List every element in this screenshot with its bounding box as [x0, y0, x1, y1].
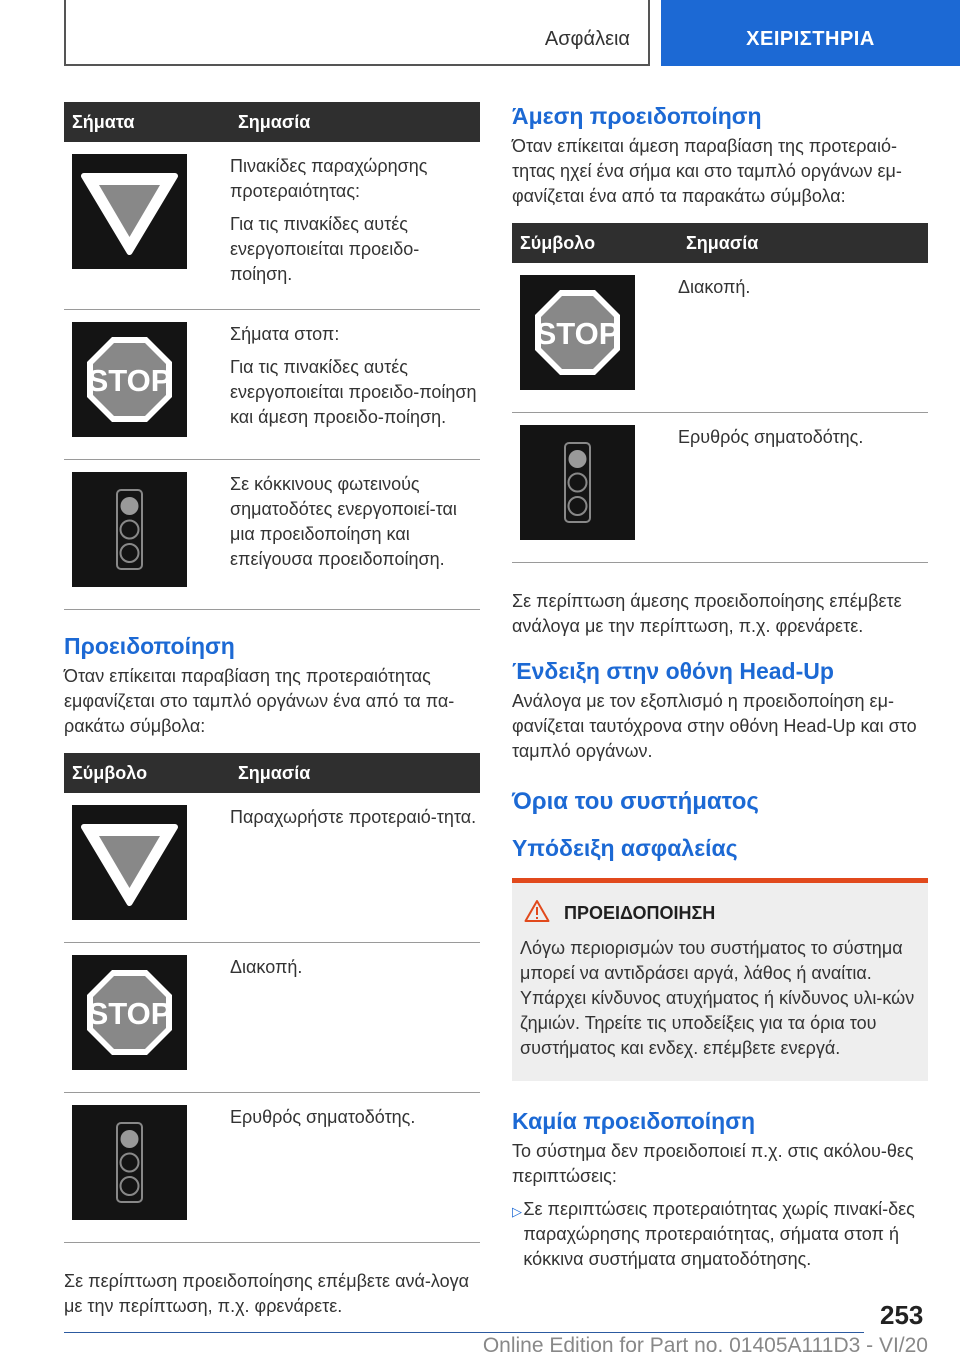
- right-column: [512, 102, 928, 1272]
- right-closing-paragraph: Σε περίπτωση άμεσης προειδοποίησης επέμβετε ανάλογα με την περίπτωση, π.χ. φρενάρετε.: [512, 591, 902, 636]
- warning-paragraph: Όταν επίκειται παραβίαση της προτεραιότητας εμφανίζεται στο ταμπλό οργάνων ένα από τα πα-ρακάτω σύμβολα:: [64, 666, 455, 736]
- traffic-light-icon: [520, 425, 635, 540]
- warning-triangle-icon: [524, 899, 564, 928]
- stop-sign-icon: [72, 322, 187, 437]
- table-row: [64, 793, 480, 943]
- row-text: Σήματα στοπ:: [230, 324, 340, 344]
- immediate-warning-heading: Άμεση προειδοποίηση: [512, 103, 762, 129]
- table-header-meaning: Σημασία: [230, 102, 480, 142]
- table-header-meaning: Σημασία: [678, 223, 928, 263]
- chapter-tab[interactable]: [661, 0, 960, 66]
- row-text: Διακοπή.: [230, 957, 303, 977]
- chapter-tab-label: ΧΕΙΡΙΣΤΗΡΙΑ: [746, 28, 875, 50]
- table-header-symbol: Σύμβολο: [512, 223, 678, 263]
- warning-symbols-table: [64, 753, 480, 1243]
- svg-text:STOP: STOP: [535, 316, 620, 351]
- traffic-light-icon: [72, 1105, 187, 1220]
- page-number: 253: [880, 1300, 924, 1330]
- warning-label: ΠΡΟΕΙΔΟΠΟΙΗΣΗ: [564, 903, 716, 923]
- svg-text:STOP: STOP: [87, 363, 172, 398]
- row-text: Για τις πινακίδες αυτές ενεργοποιείται προειδο-ποίηση.: [230, 214, 420, 284]
- row-text: Διακοπή.: [678, 277, 751, 297]
- table-header-symbol: Σύμβολο: [64, 753, 230, 793]
- yield-sign-icon: [72, 805, 187, 920]
- table-row: [64, 943, 480, 1093]
- header-section-box: [64, 0, 650, 66]
- svg-text:STOP: STOP: [87, 996, 172, 1031]
- footer-edition: Online Edition for Part no. 01405A111D3 - VI/20: [482, 1334, 928, 1357]
- table-row: [64, 310, 480, 460]
- immediate-symbols-table: [512, 223, 928, 563]
- immediate-warning-paragraph: Όταν επίκειται άμεση παραβίαση της προτεραιό-τητας ηχεί ένα σήμα και στο ταμπλό οργάνων εμ-φανίζεται ένα από τα παρακάτω σύμβολα:: [512, 136, 902, 206]
- row-text: Ερυθρός σηματοδότης.: [230, 1107, 416, 1127]
- yield-sign-icon: [72, 154, 187, 269]
- footer-divider: [64, 1332, 864, 1333]
- list-item: [512, 1197, 928, 1272]
- table-row: [512, 413, 928, 563]
- warning-heading: Προειδοποίηση: [64, 633, 235, 659]
- table-header-meaning: Σημασία: [230, 753, 480, 793]
- row-text: Σε κόκκινους φωτεινούς σηματοδότες ενεργοποιεί-ται μια προειδοποίηση και επείγουσα προειδοποίηση.: [230, 474, 457, 569]
- system-limits-heading: Όρια του συστήματος: [512, 788, 759, 815]
- table-row: [64, 460, 480, 610]
- table-row: [64, 142, 480, 310]
- warning-box: [512, 878, 928, 1081]
- no-warning-paragraph: Το σύστημα δεν προειδοποιεί π.χ. στις ακόλου-θες περιπτώσεις:: [512, 1141, 914, 1186]
- left-closing-paragraph: Σε περίπτωση προειδοποίησης επέμβετε ανά-λογα με την περίπτωση, π.χ. φρενάρετε.: [64, 1271, 470, 1316]
- left-column: [64, 102, 480, 1319]
- traffic-light-icon: [72, 472, 187, 587]
- safety-note-heading: Υπόδειξη ασφαλείας: [512, 835, 738, 861]
- row-text: Ερυθρός σηματοδότης.: [678, 427, 864, 447]
- list-item-text: Σε περιπτώσεις προτεραιότητας χωρίς πινακί-δες παραχώρησης προτεραιότητας, σήματα στοπ ή κόκκινα συστήματα σηματοδότησης.: [523, 1199, 915, 1269]
- row-text: Πινακίδες παραχώρησης προτεραιότητας:: [230, 156, 428, 201]
- bullet-triangle-icon: ▷: [512, 1204, 522, 1219]
- warning-box-text: Λόγω περιορισμών του συστήματος το σύστημα μπορεί να αντιδράσει αργά, λάθος ή αναίτια. Υπάρχει κίνδυνος ατυχήματος ή κίνδυνος υλι-κών ζημιών. Τηρείτε τις υποδείξεις για τα όρια του συστήματος και ενδεχ. επέμβετε ενεργά.: [520, 938, 915, 1058]
- row-text: Για τις πινακίδες αυτές ενεργοποιείται προειδο-ποίηση και άμεση προειδο-ποίηση.: [230, 357, 477, 427]
- signs-table: [64, 102, 480, 610]
- hud-heading: Ένδειξη στην οθόνη Head-Up: [512, 658, 834, 684]
- stop-sign-icon: [520, 275, 635, 390]
- section-title: Ασφάλεια: [544, 28, 630, 50]
- no-warning-heading: Καμία προειδοποίηση: [512, 1108, 756, 1134]
- row-text: Παραχωρήστε προτεραιό-τητα.: [230, 807, 477, 827]
- stop-sign-icon: [72, 955, 187, 1070]
- hud-paragraph: Ανάλογα με τον εξοπλισμό η προειδοποίηση εμ-φανίζεται ταυτόχρονα στην οθόνη Head-Up και στο ταμπλό οργάνων.: [512, 691, 917, 761]
- table-row: [64, 1093, 480, 1243]
- table-header-signs: Σήματα: [64, 102, 230, 142]
- table-row: [512, 263, 928, 413]
